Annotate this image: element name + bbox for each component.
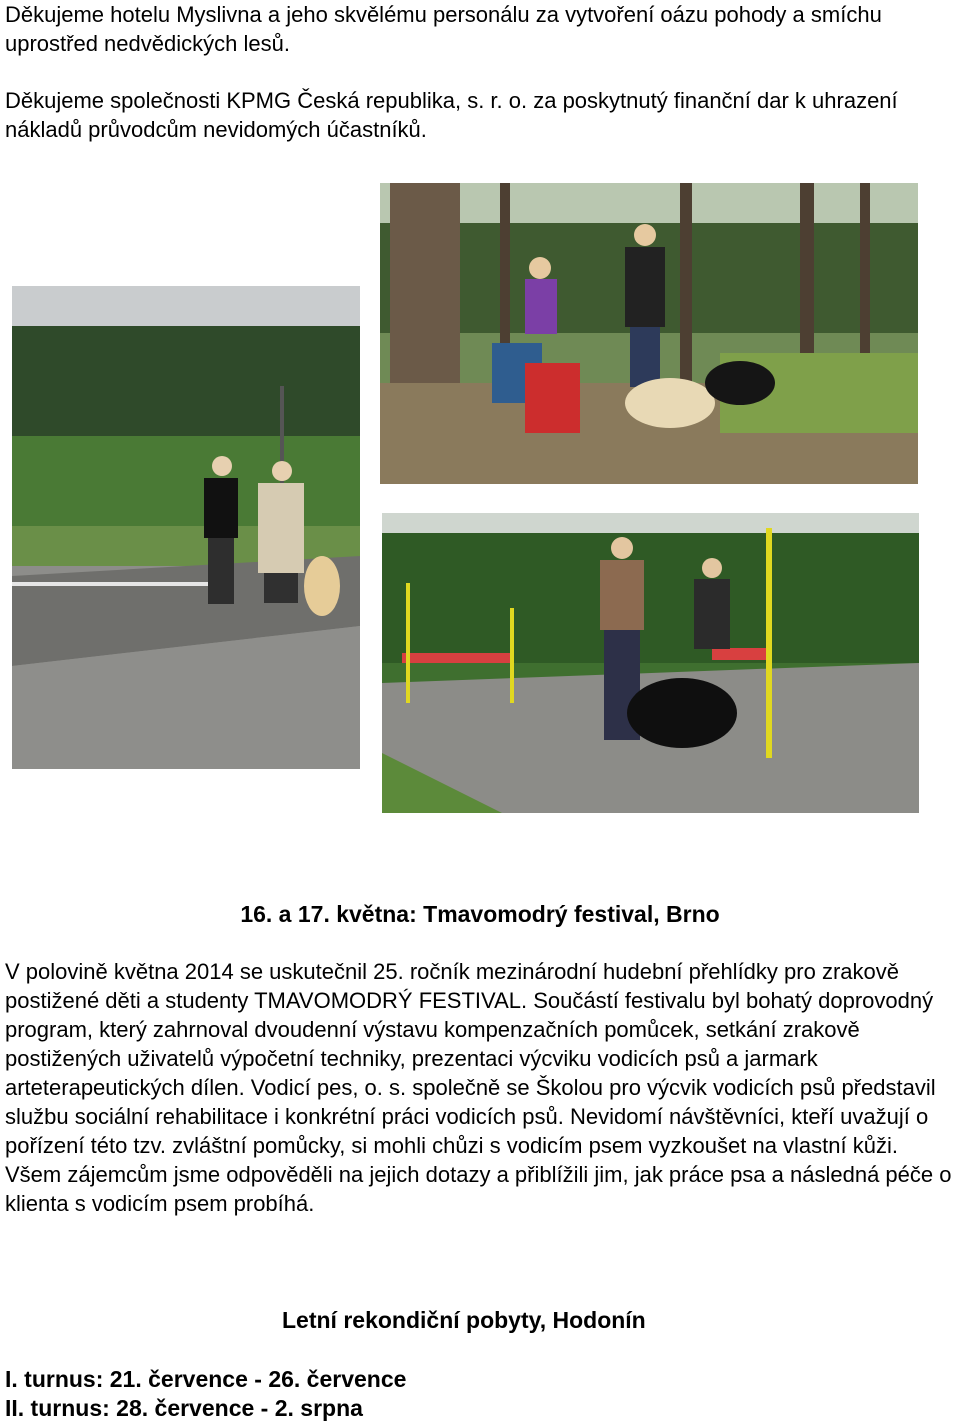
road-walk-photo (12, 286, 360, 769)
festival-paragraph: V polovině května 2014 se uskutečnil 25. ročník mezinárodní hudební přehlídky pro zrakově postižené děti a studenty TMAVOMODRÝ FESTIVAL. Součástí festivalu byl bohatý doprovodný program, který zahrnoval dvoudenní výstavu kompenzačních pomůcek, setkání zrakově postižených uživatelů výpočetní techniky, prezentaci výcviku vodicích psů a jarmark arteterapeutických dílen. Vodicí pes, o. s. společně se Školou pro výcvik vodicích psů představil službu sociální rehabilitace i konkrétní práci vodicích psů. Nevidomí návštěvníci, kteří uvažují o pořízení této tzv. zvláštní pomůcky, si mohli chůzi s vodicím psem vyzkoušet na vlastní kůži. Všem zájemcům jsme odpověděli na jejich dotazy a přiblížili jim, jak práce psa a následná péče o klienta s vodicím psem probíhá. (5, 959, 952, 1216)
guide-dog-path-photo (382, 513, 919, 813)
summer-stays-heading: Letní rekondiční pobyty, Hodonín (282, 1307, 646, 1333)
forest-group-photo (380, 183, 918, 484)
first-turn-dates: I. turnus: 21. července - 26. července (5, 1366, 407, 1392)
festival-heading: 16. a 17. května: Tmavomodrý festival, Brno (240, 901, 720, 927)
thanks-hotel-paragraph: Děkujeme hotelu Myslivna a jeho skvělému personálu za vytvoření oázu pohody a smíchu uprostřed nedvědických lesů. (5, 2, 882, 56)
thanks-kpmg-paragraph: Děkujeme společnosti KPMG Česká republika, s. r. o. za poskytnutý finanční dar k uhrazení nákladů průvodcům nevidomých účastníků. (5, 88, 898, 142)
second-turn-dates: II. turnus: 28. července - 2. srpna (5, 1395, 363, 1421)
